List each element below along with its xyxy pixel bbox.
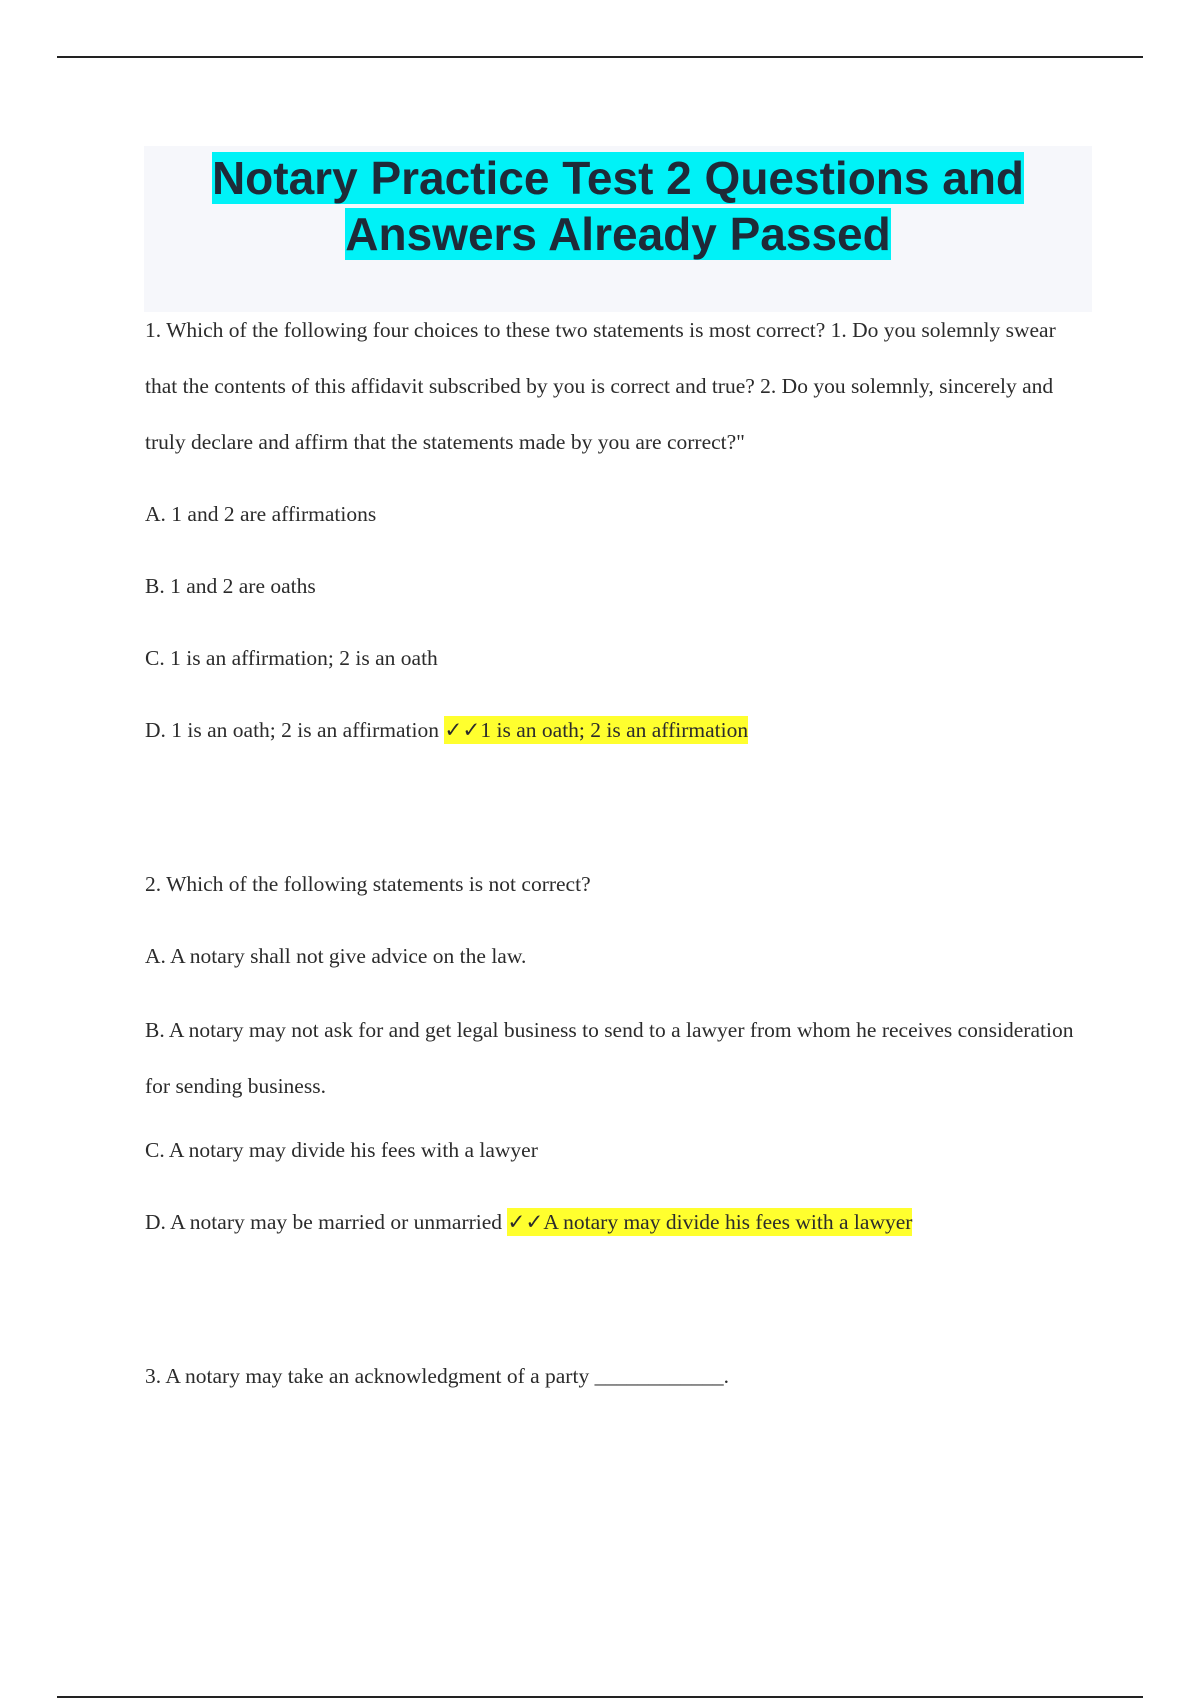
title-banner [144, 146, 1092, 312]
question-1-option-c: C. 1 is an affirmation; 2 is an oath [145, 646, 438, 670]
question-2-option-a: A. A notary shall not give advice on the law. [145, 944, 527, 968]
question-1-text: 1. Which of the following four choices to these two statements is most correct? 1. Do you solemnly swear that the contents of this affidavit subscribed by you is correct and true? 2. Do you solemnly, sincerely and truly declare and affirm that the statements made by you are correct?" [145, 318, 1056, 454]
spacer [145, 766, 1080, 848]
question-2-option-b: B. A notary may not ask for and get legal business to send to a lawyer from whom he receives consideration for sending business. [145, 1018, 1074, 1098]
question-1-answer: ✓✓1 is an oath; 2 is an affirmation [444, 718, 749, 742]
question-2-option-d [145, 1186, 1080, 1258]
question-1 [145, 302, 1080, 766]
question-1-option-b: B. 1 and 2 are oaths [145, 574, 316, 598]
question-1-option-d [145, 694, 1080, 766]
header-rule [57, 56, 1143, 58]
question-2-answer: ✓✓A notary may divide his fees with a lawyer [507, 1210, 913, 1234]
spacer [145, 1258, 1080, 1340]
question-1-option-a: A. 1 and 2 are affirmations [145, 502, 377, 526]
title-line-2: Answers Already Passed [345, 208, 891, 260]
document-title [144, 146, 1092, 262]
document-body [145, 302, 1080, 1412]
question-3 [145, 1340, 1080, 1412]
question-1-option-d-text: D. 1 is an oath; 2 is an affirmation [145, 718, 439, 742]
question-2-option-c: C. A notary may divide his fees with a lawyer [145, 1138, 538, 1162]
title-line-1: Notary Practice Test 2 Questions and [211, 152, 1025, 204]
question-3-text: 3. A notary may take an acknowledgment of a party ____________. [145, 1364, 729, 1388]
question-2 [145, 848, 1080, 1258]
footer-rule [57, 1696, 1143, 1698]
question-2-option-d-text: D. A notary may be married or unmarried [145, 1210, 503, 1234]
question-2-text: 2. Which of the following statements is not correct? [145, 872, 591, 896]
